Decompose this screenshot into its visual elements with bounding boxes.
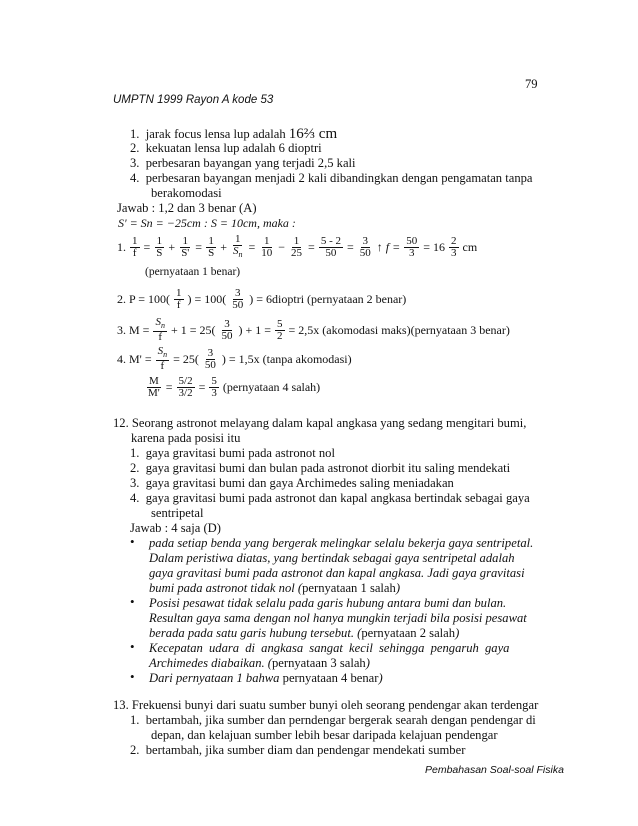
equation-3: 3. M = $\frac{S_n}{f}$ + 1 = 25( $\frac{3}{50}$ ) + 1 = $\frac{5}{2}$ = 2,5x (akomodasi maks)(pernyataan 3 benar) [117, 315, 510, 344]
q11-item-4: 4. perbesaran bayangan menjadi 2 kali dibandingkan dengan pengamatan tanpa [130, 171, 533, 185]
equation-5: $\frac{M}{M'}$ = $\frac{5/2}{3/2}$ = $\frac{5}{3}$ (pernyataan 4 salah) [148, 374, 321, 399]
q12-item-3: 3. gaya gravitasi bumi dan gaya Archimedes saling meniadakan [130, 476, 454, 490]
q12-bullet-3-line-2: Archimedes diabaikan. (pernyataan 3 salah) [149, 656, 370, 670]
q13-item-1-cont: depan, dan kelajuan sumber lebih besar daripada kelajuan pendengar [151, 728, 498, 742]
q12-stem-line-1: 12. Seorang astronot melayang dalam kapal angkasa yang sedang mengitari bumi, [113, 416, 527, 430]
bullet-dot-1: • [130, 534, 135, 549]
q12-bullet-3-line-1: Kecepatan udara di angkasa sangat kecil sehingga pengaruh gaya [149, 641, 510, 655]
q13-item-1: 1. bertambah, jika sumber dan perndengar bergerak searah dengan pendengar di [130, 713, 536, 727]
q13-item-2: 2. bertambah, jika sumber diam dan pendengar mendekati sumber [130, 743, 466, 757]
equation-1: 1. $\frac{1}{f}$ = $\frac{1}{S}$ + $\frac{1}{S'}$ = $\frac{1}{S}$ + $\frac{1}{S_n}$ = $\frac{1}{10}$ − $\frac{1}{25}$ = $\frac{5 - 2}{50}$ = $\frac{3}{50}$ ↑ f = $\frac{50}{3}$ = 16 $\frac{2}{3}$ cm [117, 232, 478, 260]
q12-item-4-cont: sentripetal [151, 506, 204, 520]
bullet-dot-3: • [130, 639, 135, 654]
q11-given: S' = Sn = −25cm : S = 10cm, maka : [118, 216, 296, 230]
q11-item-1: 1. jarak focus lensa lup adalah 16⅔ cm [130, 126, 338, 142]
q12-bullet-2-line-2: Resultan gaya sama dengan nol hanya mungkin terjadi bila posisi pesawat [149, 611, 527, 625]
bullet-dot-4: • [130, 669, 135, 684]
equation-4: 4. M' = $\frac{S_n}{f}$ = 25( $\frac{3}{50}$ ) = 1,5x (tanpa akomodasi) [117, 344, 352, 373]
q12-answer: Jawab : 4 saja (D) [130, 521, 221, 535]
q12-stem-line-2: karena pada posisi itu [131, 431, 241, 445]
equation-1-note: (pernyataan 1 benar) [145, 266, 241, 278]
q12-bullet-2-line-3: berada pada satu garis hubung tersebut. (pernyataan 2 salah) [149, 626, 460, 640]
q13-stem: 13. Frekuensi bunyi dari suatu sumber bunyi oleh seorang pendengar akan terdengar [113, 698, 539, 712]
equation-2: 2. P = 100( $\frac{1}{f}$ ) = 100( $\frac{3}{50}$ ) = 6dioptri (pernyataan 2 benar) [117, 286, 407, 311]
q12-bullet-1-line-1: pada setiap benda yang bergerak melingkar selalu bekerja gaya sentripetal. [149, 536, 534, 550]
running-title: UMPTN 1999 Rayon A kode 53 [113, 94, 274, 106]
q12-bullet-1-line-4: bumi pada astronot tidak nol (pernyataan 1 salah) [149, 581, 401, 595]
q12-item-2: 2. gaya gravitasi bumi dan bulan pada astronot diorbit itu saling mendekati [130, 461, 511, 475]
q12-bullet-1-line-3: gaya gravitasi bumi pada astronot dan kapal angkasa. Jadi gaya gravitasi [149, 566, 525, 580]
q12-bullet-4-line-1: Dari pernyataan 1 bahwa pernyataan 4 benar) [149, 671, 383, 685]
q12-bullet-1-line-2: Dalam peristiwa diatas, yang bertindak sebagai gaya sentripetal adalah [149, 551, 515, 565]
q12-item-4: 4. gaya gravitasi bumi pada astronot dan kapal angkasa bertindak sebagai gaya [130, 491, 530, 505]
q11-answer: Jawab : 1,2 dan 3 benar (A) [117, 201, 257, 215]
footer-text: Pembahasan Soal-soal Fisika [425, 764, 564, 776]
q12-item-1: 1. gaya gravitasi bumi pada astronot nol [130, 446, 335, 460]
page-number: 79 [525, 77, 538, 91]
q11-item-3: 3. perbesaran bayangan yang terjadi 2,5 kali [130, 156, 356, 170]
q11-item-4-cont: berakomodasi [151, 186, 222, 200]
q12-bullet-2-line-1: Posisi pesawat tidak selalu pada garis hubung antara bumi dan bulan. [149, 596, 507, 610]
q11-item-2: 2. kekuatan lensa lup adalah 6 dioptri [130, 141, 322, 155]
bullet-dot-2: • [130, 594, 135, 609]
